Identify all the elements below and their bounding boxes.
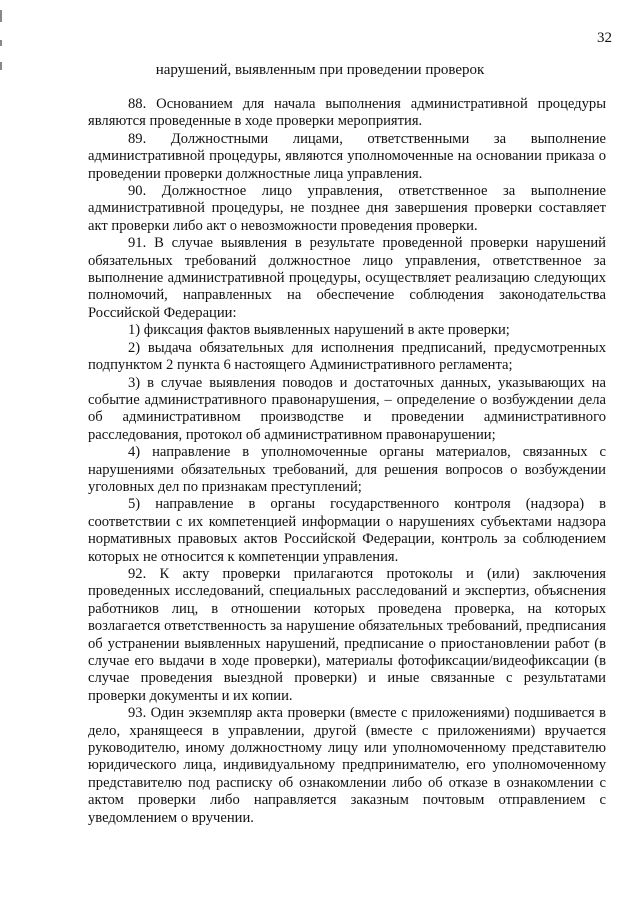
page-header: нарушений, выявленным при проведении проверок [155,62,485,78]
list-item-1: 1) фиксация фактов выявленных нарушений в акте проверки; [128,322,510,339]
scan-edge-mark [0,10,2,22]
page-number: 32 [597,30,612,46]
paragraph-92: 92. К акту проверки прилагаются протоколы и (или) заключения проведенных исследований, специальных расследований и экспертиз, объяснения работников лиц, в отношении которых проведена проверка, на которых возлагается ответственность за нарушение обязательных требований, предписания об устранении выявленных нарушений, предписание о приостановлении работ (в случае его выдачи в ходе проверки), материалы фотофиксации/видеофиксации (в случае проведения выездной проверки) и иные связанные с результатами проверки документы и их копии. [88,565,606,704]
paragraph-88: 88. Основанием для начала выполнения административной процедуры являются проведенные в ходе проверки мероприятия. [88,96,606,130]
list-item-2: 2) выдача обязательных для исполнения предписаний, предусмотренных подпунктом 2 пункта 6 настоящего Административного регламента; [88,339,606,374]
paragraph-90: 90. Должностное лицо управления, ответственное за выполнение административной процедуры, не позднее дня завершения проверки составляет акт проверки либо акт о невозможности проведения проверки. [88,183,606,234]
paragraph-93: 93. Один экземпляр акта проверки (вместе с приложениями) подшивается в дело, хранящееся в управлении, другой (вместе с приложениями) вручается руководителю, иному должностному лицу или уполномоченному представителю юридического лица, индивидуальному предпринимателю, его уполномоченному представителю под расписку об ознакомлении либо об отказе в ознакомлении с актом проверки либо направляется заказным почтовым отправлением с уведомлением о вручении. [88,705,606,826]
list-item-4: 4) направление в уполномоченные органы материалов, связанных с нарушениями обязательных требований, для решения вопросов о возбуждении уголовных дел по признакам преступлений; [88,444,606,495]
list-item-5: 5) направление в органы государственного контроля (надзора) в соответствии с их компетенцией информации о нарушениях субъектами надзора нормативных правовых актов Российской Федерации, контроль за соблюдением которых не относится к компетенции управления. [88,496,606,565]
paragraph-91: 91. В случае выявления в результате проведенной проверки нарушений обязательных требований должностное лицо управления, ответственное за выполнение административной процедуры, осуществляет реализацию следующих полномочий, направленных на обеспечение соблюдения законодательства Российской Федерации: [88,235,606,321]
document-body [88,96,606,827]
list-item-3: 3) в случае выявления поводов и достаточных данных, указывающих на событие административного правонарушения, – определение о возбуждении дела об административном производстве и проведении административного расследования, протокол об административном правонарушении; [88,374,606,443]
scan-edge-mark [0,40,2,46]
paragraph-89: 89. Должностными лицами, ответственными за выполнение административной процедуры, являются уполномоченные на основании приказа о проведении проверки должностные лица управления. [88,130,606,182]
